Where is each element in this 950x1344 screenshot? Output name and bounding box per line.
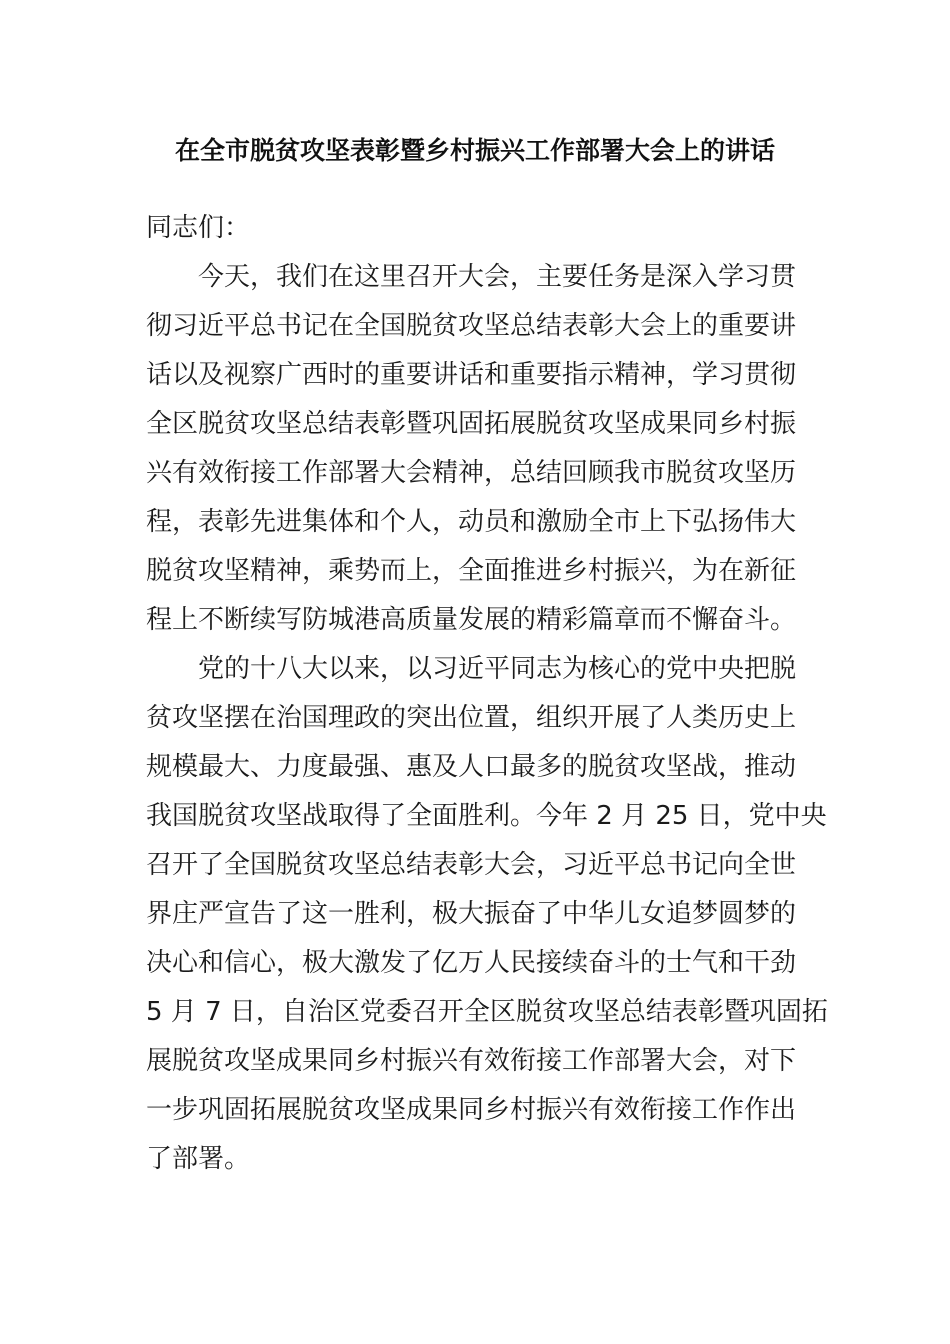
- paragraph-1-line-5: 兴有效衔接工作部署大会精神，总结回顾我市脱贫攻坚历: [146, 458, 797, 488]
- paragraph-2-line-9: 展脱贫攻坚成果同乡村振兴有效衔接工作部署大会，对下: [146, 1046, 797, 1076]
- paragraph-1-line-6: 程，表彰先进集体和个人，动员和激励全市上下弘扬伟大: [146, 507, 797, 537]
- paragraph-1-line-1: 今天，我们在这里召开大会，主要任务是深入学习贯: [146, 262, 797, 292]
- paragraph-1-line-2: 彻习近平总书记在全国脱贫攻坚总结表彰大会上的重要讲: [146, 311, 797, 341]
- paragraph-2-line-4: 我国脱贫攻坚战取得了全面胜利。今年 2 月 25 日，党中央: [146, 801, 827, 831]
- paragraph-2-line-10: 一步巩固拓展脱贫攻坚成果同乡村振兴有效衔接工作作出: [146, 1095, 797, 1125]
- paragraph-2-line-5: 召开了全国脱贫攻坚总结表彰大会，习近平总书记向全世: [146, 850, 797, 880]
- paragraph-2-line-7: 决心和信心，极大激发了亿万人民接续奋斗的士气和干劲: [146, 948, 797, 978]
- paragraph-1-line-4: 全区脱贫攻坚总结表彰暨巩固拓展脱贫攻坚成果同乡村振: [146, 409, 797, 439]
- paragraph-1-line-7: 脱贫攻坚精神，乘势而上，全面推进乡村振兴，为在新征: [146, 556, 797, 586]
- document-body: [146, 204, 828, 1184]
- paragraph-1-line-8: 程上不断续写防城港高质量发展的精彩篇章而不懈奋斗。: [146, 605, 797, 635]
- paragraph-2-line-2: 贫攻坚摆在治国理政的突出位置，组织开展了人类历史上: [146, 703, 797, 733]
- paragraph-2-line-8: 5 月 7 日，自治区党委召开全区脱贫攻坚总结表彰暨巩固拓: [146, 997, 828, 1027]
- paragraph-2-line-6: 界庄严宣告了这一胜利，极大振奋了中华儿女追梦圆梦的: [146, 899, 797, 929]
- paragraph-1-line-3: 话以及视察广西时的重要讲话和重要指示精神，学习贯彻: [146, 360, 797, 390]
- salutation: 同志们：: [146, 213, 251, 243]
- paragraph-2-line-11: 了部署。: [146, 1144, 251, 1174]
- paragraph-2-line-3: 规模最大、力度最强、惠及人口最多的脱贫攻坚战，推动: [146, 752, 797, 782]
- document-title: 在全市脱贫攻坚表彰暨乡村振兴工作部署大会上的讲话: [174, 136, 775, 165]
- paragraph-2-line-1: 党的十八大以来，以习近平同志为核心的党中央把脱: [146, 654, 797, 684]
